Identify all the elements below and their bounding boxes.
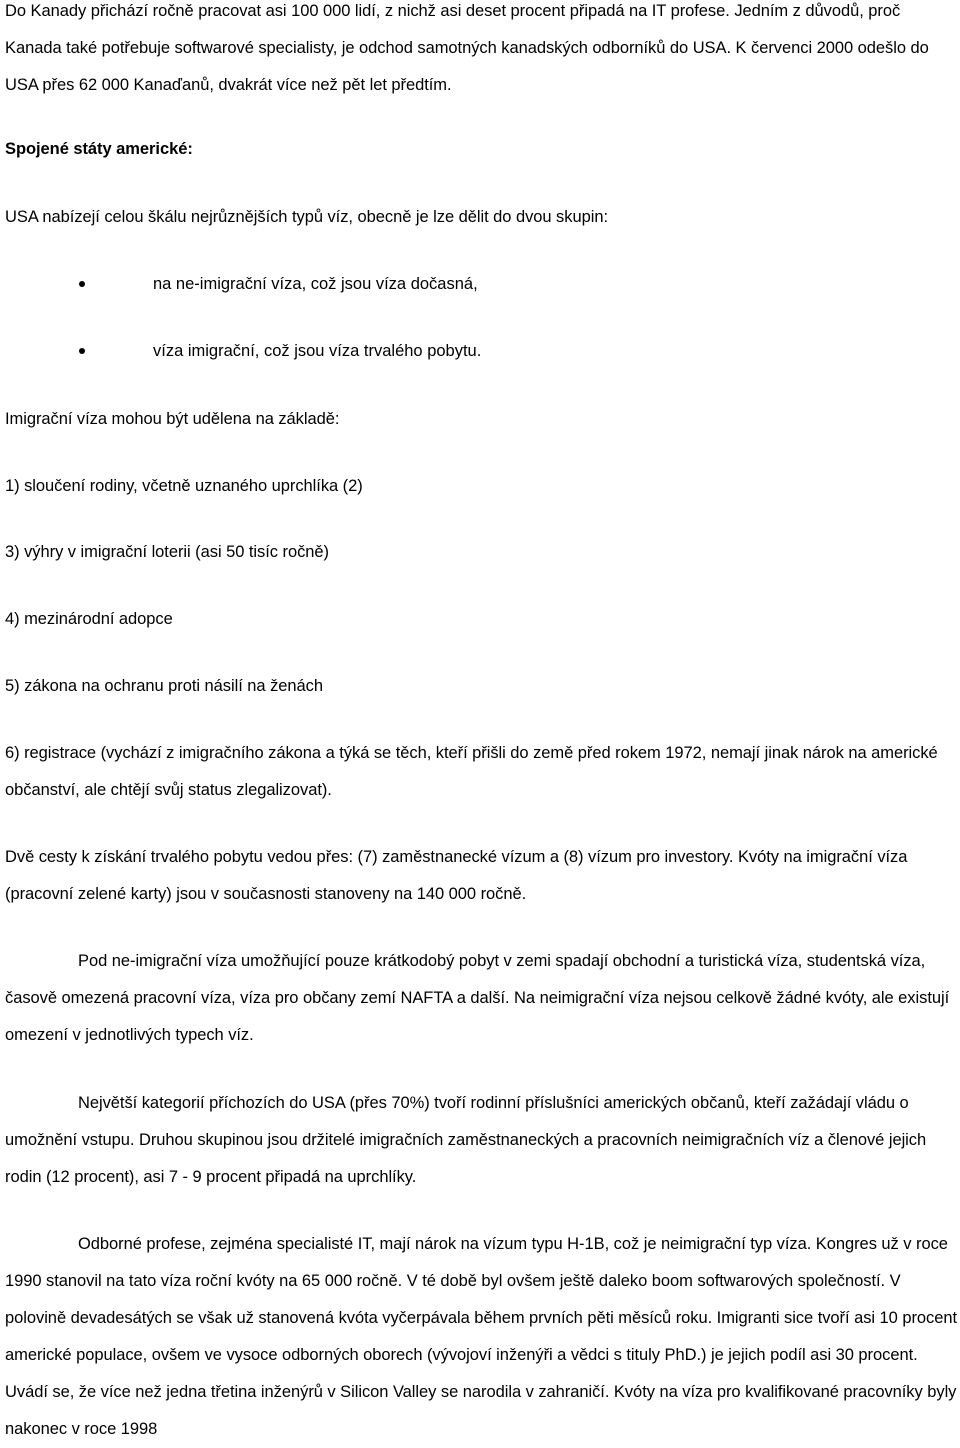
- list-item-basis: 4) mezinárodní adopce: [5, 610, 173, 628]
- bullet-icon: [79, 281, 85, 287]
- bullet-icon: [79, 348, 85, 354]
- paragraph-non-immigrant: Pod ne-imigrační víza umožňující pouze krátkodobý pobyt v zemi spadají obchodní a turistická víza, studentská víza, časově omezená pracovní víza, víza pro občany zemí NAFTA a další. Na neimigrační víza nejsou celkově žádné kvóty, ale existují omezení v jednotlivých typech víz.: [5, 952, 950, 1044]
- paragraph-largest-category: Největší kategorií příchozích do USA (přes 70%) tvoří rodinní příslušníci amerických občanů, kteří zažádají vládu o umožnění vstupu. Druhou skupinou jsou držitelé imigračních zaměstnaneckých a pracovních neimigračních víz a členové jejich rodin (12 procent), asi 7 - 9 procent připadá na uprchlíky.: [5, 1094, 927, 1186]
- paragraph-professionals: Odborné profese, zejména specialisté IT, mají nárok na vízum typu H-1B, což je neimigrační typ víza. Kongres už v roce 1990 stanovil na tato víza roční kvóty na 65 000 ročně. V té době byl ovšem ještě daleko boom softwarových společností. V polovině devadesátých se však už stanovená kvóta vyčerpávala během prvních pěti měsíců roku. Imigranti sice tvoří asi 10 procent americké populace, ovšem ve vysoce odborných oborech (vývojoví inženýři a vědci s tituly PhD.) je jejich podíl asi 30 procent. Uvádí se, že více než jedna třetina inženýrů v Silicon Valley se narodila v zahraničí. Kvóty na víza pro kvalifikované pracovníky byly nakonec v roce 1998: [5, 1235, 958, 1438]
- list-item-basis: 1) sloučení rodiny, včetně uznaného uprchlíka (2): [5, 477, 363, 495]
- list-item-basis: 3) výhry v imigrační loterii (asi 50 tisíc ročně): [5, 543, 329, 561]
- paragraph-immigrant-basis: Imigrační víza mohou být udělena na základě:: [5, 410, 340, 428]
- list-item-basis: 6) registrace (vychází z imigračního zákona a týká se těch, kteří přišli do země před rokem 1972, nemají jinak nárok na americké občanství, ale chtějí svůj status zlegalizovat).: [5, 744, 938, 799]
- paragraph-usa-intro: USA nabízejí celou škálu nejrůznějších typů víz, obecně je lze dělit do dvou skupin:: [5, 208, 608, 226]
- bullet-text: víza imigrační, což jsou víza trvalého pobytu.: [153, 342, 482, 360]
- list-item-basis: 5) zákona na ochranu proti násilí na ženách: [5, 677, 323, 695]
- section-heading-usa: Spojené státy americké:: [5, 140, 193, 158]
- paragraph-two-ways: Dvě cesty k získání trvalého pobytu vedou přes: (7) zaměstnanecké vízum a (8) vízum pro investory. Kvóty na imigrační víza (pracovní zelené karty) jsou v současnosti stanoveny na 140 000 ročně.: [5, 848, 908, 903]
- paragraph-canada-intro: Do Kanady přichází ročně pracovat asi 100 000 lidí, z nichž asi deset procent připadá na IT profese. Jedním z důvodů, proč Kanada také potřebuje softwarové specialisty, je odchod samotných kanadských odborníků do USA. K červenci 2000 odešlo do USA přes 62 000 Kanaďanů, dvakrát více než pět let předtím.: [5, 2, 929, 94]
- bullet-text: na ne-imigrační víza, což jsou víza dočasná,: [153, 275, 478, 293]
